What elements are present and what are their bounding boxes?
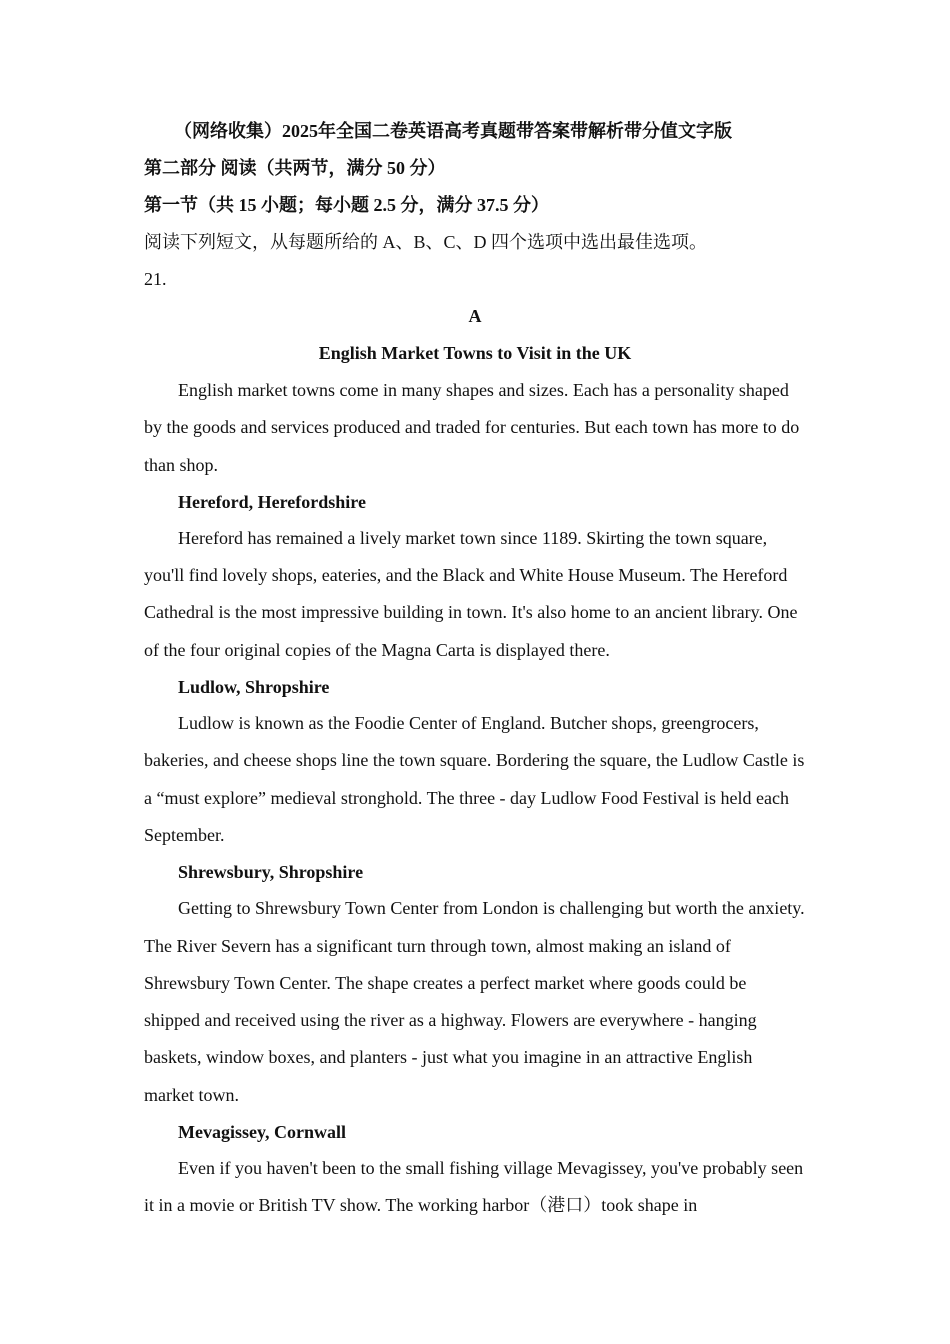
section-text-mevagissey: Even if you haven't been to the small fishing village Mevagissey, you've probably seen it in a movie or British TV show. The working harbor（港口）took shape in bbox=[144, 1158, 804, 1216]
question-number: 21. bbox=[144, 269, 167, 289]
section-heading-shrewsbury: Shrewsbury, Shropshire bbox=[178, 862, 364, 883]
section-text-ludlow: Ludlow is known as the Foodie Center of England. Butcher shops, greengrocers, bakeries, and cheese shops line the town square. Bordering the square, the Ludlow Castle is a “must explore” medieval stronghold. The three - day Ludlow Food Festival is held each September. bbox=[144, 713, 805, 845]
section-heading-mevagissey: Mevagissey, Cornwall bbox=[178, 1122, 346, 1143]
section-heading-ludlow: Ludlow, Shropshire bbox=[178, 677, 330, 698]
page-content bbox=[144, 113, 806, 1225]
passage-intro: English market towns come in many shapes and sizes. Each has a personality shaped by the goods and services produced and traded for centuries. But each town has more to do than shop. bbox=[144, 380, 800, 475]
section-title: 第一节（共 15 小题；每小题 2.5 分，满分 37.5 分） bbox=[144, 195, 549, 215]
document-title: （网络收集）2025年全国二卷英语高考真题带答案带解析带分值文字版 bbox=[174, 121, 732, 141]
instruction-text: 阅读下列短文，从每题所给的 A、B、C、D 四个选项中选出最佳选项。 bbox=[144, 232, 708, 252]
part-title: 第二部分 阅读（共两节，满分 50 分） bbox=[144, 158, 446, 178]
section-text-shrewsbury: Getting to Shrewsbury Town Center from London is challenging but worth the anxiety. The River Severn has a significant turn through town, almost making an island of Shrewsbury Town Center. The shape creates a perfect market where goods could be shipped and received using the river as a highway. Flowers are everywhere - hanging baskets, window boxes, and planters - just what you imagine in an attractive English market town. bbox=[144, 898, 805, 1105]
section-text-hereford: Hereford has remained a lively market town since 1189. Skirting the town square, you'll find lovely shops, eateries, and the Black and White House Museum. The Hereford Cathedral is the most impressive building in town. It's also home to an ancient library. One of the four original copies of the Magna Carta is displayed there. bbox=[144, 527, 798, 660]
section-heading-hereford: Hereford, Herefordshire bbox=[178, 491, 366, 512]
passage-label: A bbox=[468, 306, 482, 326]
passage-title: English Market Towns to Visit in the UK bbox=[318, 343, 632, 363]
